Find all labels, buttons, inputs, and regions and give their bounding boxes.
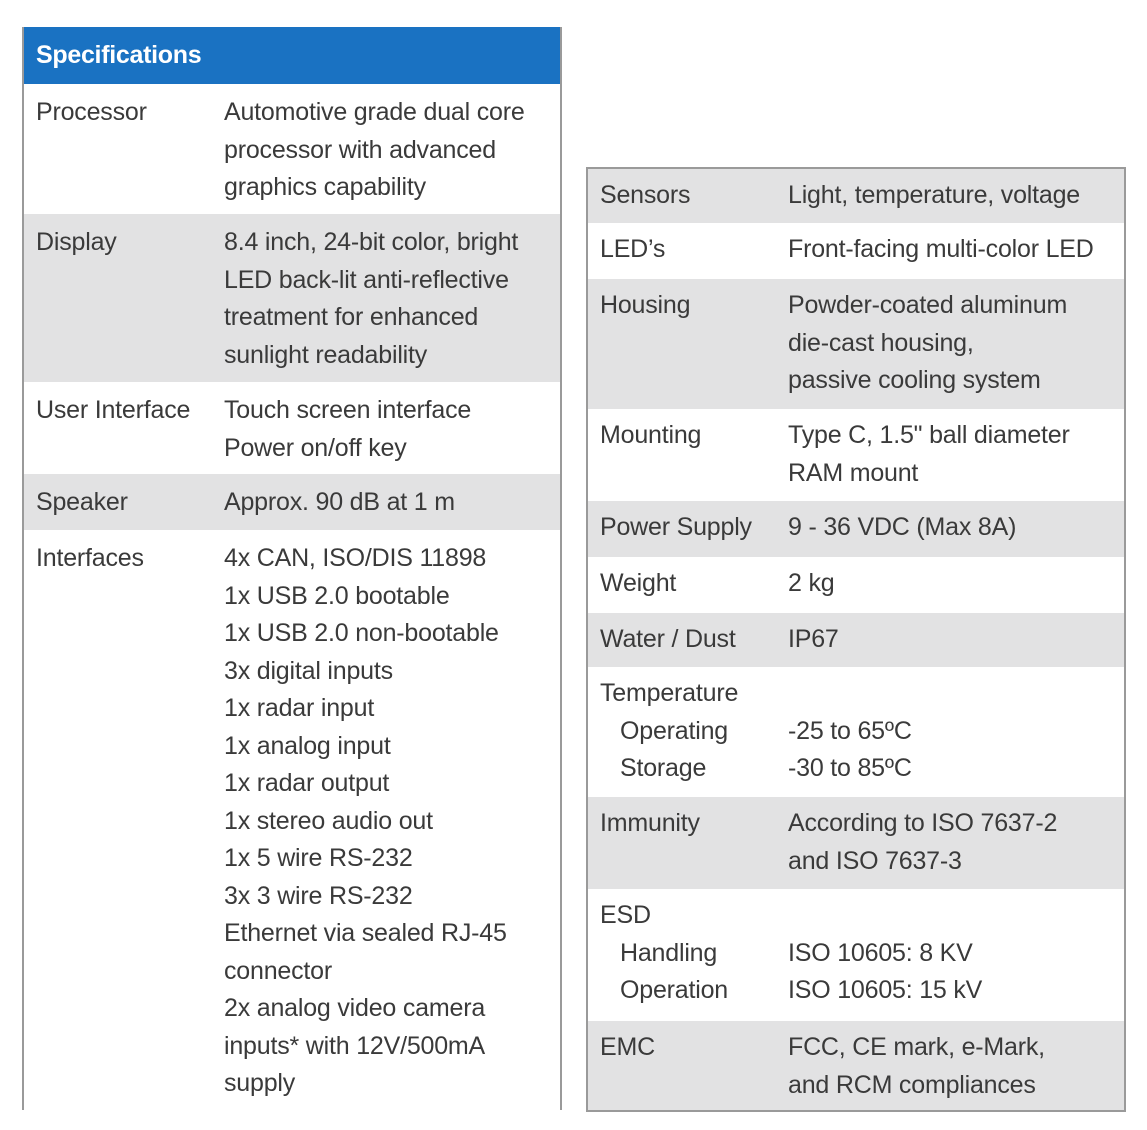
spec-value-line: Light, temperature, voltage	[788, 181, 1080, 209]
spec-label: Interfaces	[36, 544, 144, 572]
spec-label: Temperature	[600, 679, 739, 707]
spec-value-line: and ISO 7637-3	[788, 846, 962, 875]
spec-value-line: 1x 5 wire RS-232	[224, 844, 413, 872]
spec-sub-label: Handling	[620, 938, 718, 967]
spec-value-line: connector	[224, 956, 332, 985]
spec-label: ESD	[600, 901, 651, 929]
spec-value-line: FCC, CE mark, e-Mark,	[788, 1033, 1045, 1061]
spec-row-interfaces	[24, 530, 560, 1105]
spec-value	[788, 287, 1124, 409]
spec-value	[788, 805, 1124, 889]
spec-value-line: Type C, 1.5" ball diameter	[788, 421, 1070, 449]
spec-label: Weight	[600, 569, 677, 597]
spec-value-line: ISO 10605: 8 KV	[788, 938, 973, 967]
spec-value-line: 1x radar output	[224, 769, 390, 797]
spec-value	[788, 417, 1124, 501]
spec-row-display	[24, 214, 560, 382]
spec-value	[788, 675, 1124, 797]
spec-label: LED’s	[600, 235, 666, 263]
spec-row-sensors	[588, 169, 1124, 223]
spec-value-line: passive cooling system	[788, 366, 1041, 394]
spec-value-line: 1x stereo audio out	[224, 806, 433, 835]
spec-label: Processor	[36, 98, 147, 126]
spec-label: Immunity	[600, 809, 700, 837]
spec-value-line: treatment for enhanced	[224, 303, 479, 331]
spec-row-immunity	[588, 797, 1124, 889]
specifications-table	[22, 27, 562, 1110]
spec-value-line: 3x 3 wire RS-232	[224, 881, 413, 910]
spec-value-line: sunlight readability	[224, 340, 428, 369]
spec-label: Power Supply	[600, 513, 752, 541]
spec-value-spacer	[788, 897, 1124, 935]
spec-value-line: die-cast housing,	[788, 328, 974, 357]
spec-value-line: 1x USB 2.0 bootable	[224, 581, 450, 610]
spec-value-line: 3x digital inputs	[224, 656, 393, 685]
spec-value-line: processor with advanced	[224, 135, 496, 164]
spec-value-line: According to ISO 7637-2	[788, 809, 1058, 837]
spec-label: User Interface	[36, 396, 191, 424]
spec-value-line: graphics capability	[224, 173, 426, 201]
spec-value	[788, 509, 1124, 557]
spec-label: Mounting	[600, 421, 702, 449]
spec-label-group	[588, 897, 788, 1021]
spec-row-weight	[588, 557, 1124, 613]
spec-row-power-supply	[588, 501, 1124, 557]
spec-value	[788, 177, 1124, 223]
spec-value-line: 8.4 inch, 24-bit color, bright	[224, 228, 519, 256]
specifications-title: Specifications	[24, 27, 560, 84]
spec-value-line: Front-facing multi-color LED	[788, 235, 1094, 263]
spec-value-line: Automotive grade dual core	[224, 98, 525, 126]
spec-row-temperature	[588, 667, 1124, 797]
spec-value	[224, 224, 560, 382]
spec-row-leds	[588, 223, 1124, 279]
spec-value-line: inputs* with 12V/500mA	[224, 1031, 486, 1060]
spec-value	[788, 231, 1124, 279]
spec-sub-label: Storage	[620, 754, 707, 782]
spec-value	[224, 392, 560, 474]
spec-value	[224, 540, 560, 1105]
spec-row-processor	[24, 84, 560, 214]
spec-row-water-dust	[588, 613, 1124, 667]
spec-label: Speaker	[36, 488, 128, 516]
spec-value-line: -25 to 65ºC	[788, 716, 912, 745]
spec-value-line: 9 - 36 VDC (Max 8A)	[788, 513, 1017, 541]
spec-row-speaker	[24, 474, 560, 530]
spec-value-line: 2x analog video camera	[224, 994, 486, 1022]
spec-value	[224, 484, 560, 530]
spec-value-line: RAM mount	[788, 458, 919, 487]
spec-sub-label: Operating	[620, 716, 728, 745]
spec-value-line: Power on/off key	[224, 433, 407, 462]
spec-row-esd	[588, 889, 1124, 1021]
spec-value	[788, 565, 1124, 613]
spec-value-line: 1x radar input	[224, 694, 375, 722]
spec-value-line: Touch screen interface	[224, 396, 472, 424]
spec-value-line: supply	[224, 1069, 296, 1097]
spec-value-line: -30 to 85ºC	[788, 754, 912, 782]
spec-value-spacer	[788, 675, 1124, 713]
spec-value-line: Powder-coated aluminum	[788, 291, 1068, 319]
spec-label: Display	[36, 228, 117, 256]
spec-row-user-interface	[24, 382, 560, 474]
spec-value-line: and RCM compliances	[788, 1070, 1036, 1099]
spec-value-line: Ethernet via sealed RJ-45	[224, 919, 507, 947]
spec-value-line: IP67	[788, 625, 839, 653]
spec-value	[788, 1029, 1124, 1110]
specifications-table-continued	[586, 167, 1126, 1112]
spec-row-housing	[588, 279, 1124, 409]
spec-row-mounting	[588, 409, 1124, 501]
spec-value	[788, 897, 1124, 1021]
spec-value-line: ISO 10605: 15 kV	[788, 976, 983, 1004]
spec-label-group	[588, 675, 788, 797]
spec-value-line: 2 kg	[788, 569, 835, 597]
spec-sub-label: Operation	[620, 976, 728, 1004]
spec-value-line: Approx. 90 dB at 1 m	[224, 488, 455, 516]
spec-label: EMC	[600, 1033, 655, 1061]
spec-label: Water / Dust	[600, 625, 736, 653]
spec-value-line: 1x USB 2.0 non-bootable	[224, 619, 499, 647]
spec-label: Housing	[600, 291, 691, 319]
spec-row-emc	[588, 1021, 1124, 1110]
spec-value-line: 1x analog input	[224, 731, 391, 760]
spec-value-line: 4x CAN, ISO/DIS 11898	[224, 544, 487, 572]
spec-value	[224, 94, 560, 214]
spec-value	[788, 621, 1124, 667]
spec-value-line: LED back-lit anti-reflective	[224, 265, 509, 294]
spec-label: Sensors	[600, 181, 691, 209]
